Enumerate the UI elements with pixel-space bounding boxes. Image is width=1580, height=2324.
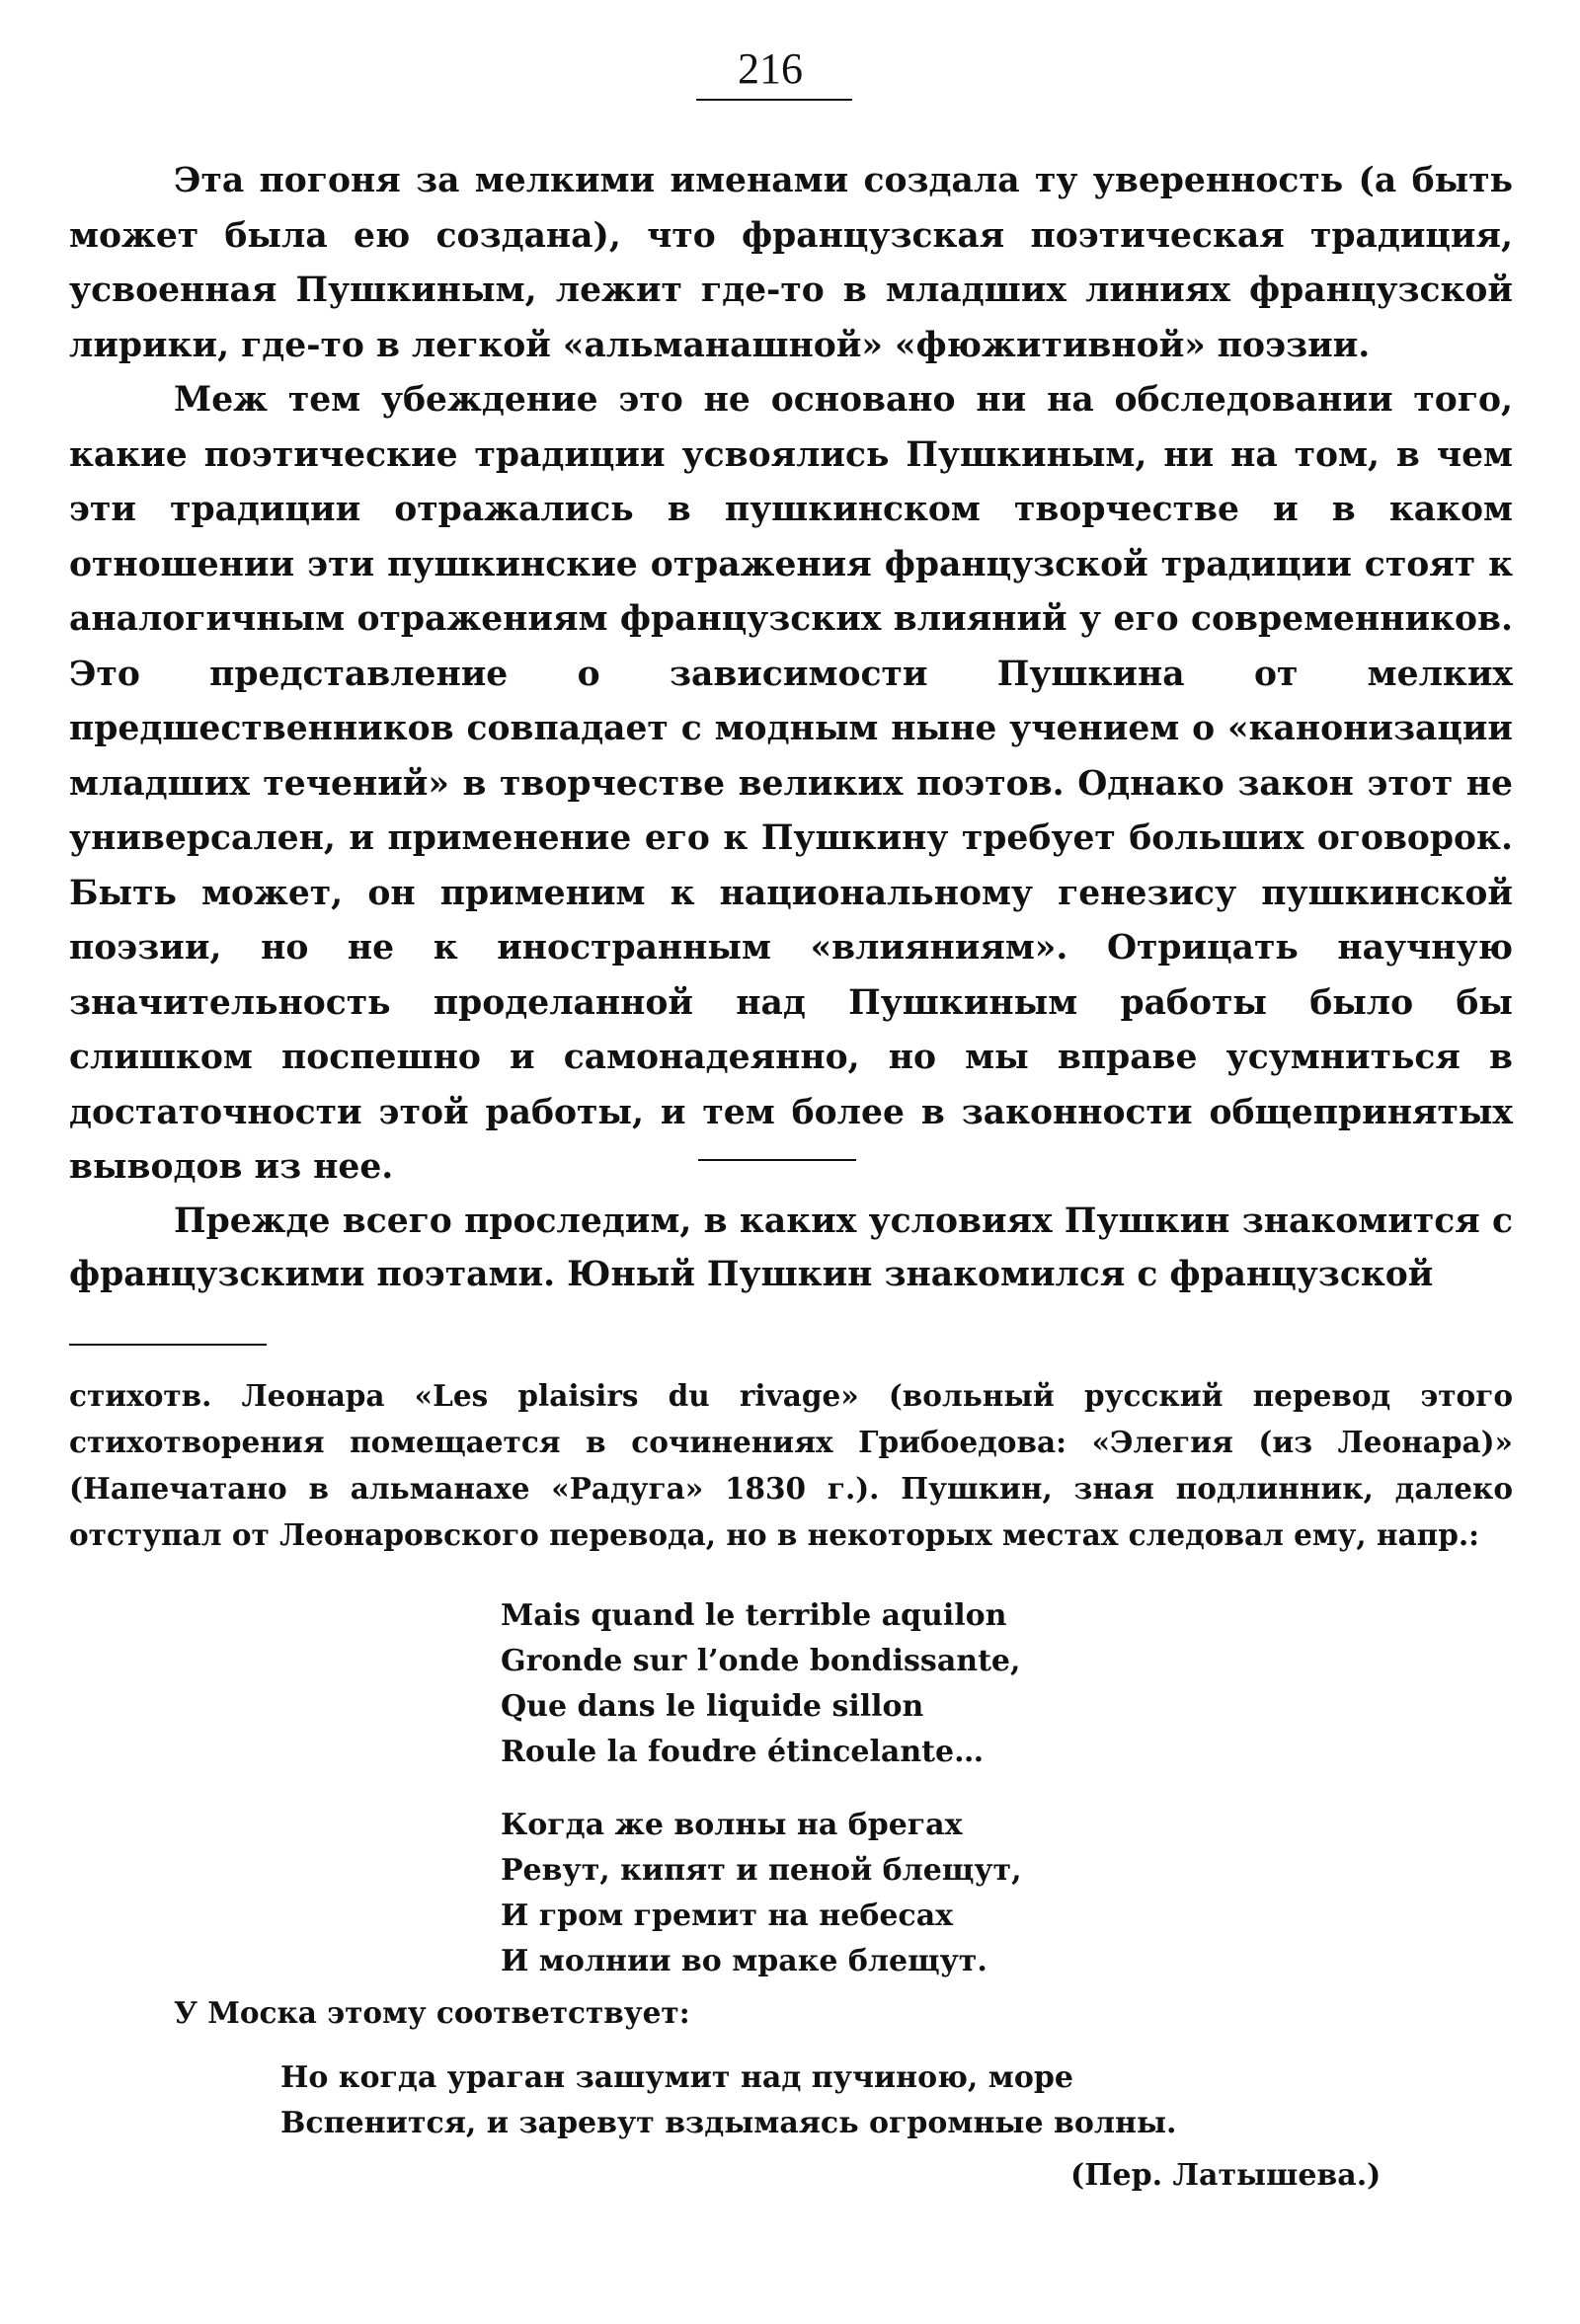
section-text bbox=[69, 1195, 1513, 1301]
verse-line: И молнии во мраке блещут. bbox=[501, 1944, 988, 1978]
french-verse bbox=[501, 1593, 1020, 1775]
verse-line: Que dans le liquide sillon bbox=[501, 1689, 924, 1724]
section-divider bbox=[698, 1159, 856, 1161]
body-paragraph: Меж тем убеждение это не основано ни на обследовании того, какие поэтические традиции усвоялись Пушкиным, ни на том, в чем эти традиции отражались в пушкинском творчестве и в каком отношении эти пушкинские отражения французской традиции стоят к аналогичным отражениям французских влияний у его современников. Это представление о зависимости Пушкина от мелких предшественников совпадает с модным ныне учением о «канонизации младших течений» в творчестве великих поэтов. Однако закон этот не универсален, и применение его к Пушкину требует больших оговорок. Быть может, он применим к национальному генезису пушкинской поэзии, но не к иностранным «влияниям». Отрицать научную значительность проделанной над Пушкиным работы было бы слишком поспешно и самонадеянно, но мы вправе усумниться в достаточности этой работы, и тем более в законности общепринятых выводов из нее. bbox=[69, 380, 1513, 1187]
footnote-divider bbox=[69, 1344, 267, 1346]
verse-line: Gronde sur l’onde bondissante, bbox=[501, 1644, 1021, 1678]
page-number-rule bbox=[696, 99, 852, 101]
body-paragraph: Эта погоня за мелкими именами создала ту уверенность (а быть может была ею создана), что французская поэтическая традиция, усвоенная Пушкиным, лежит где-то в младших линиях французской лирики, где-то в легкой «альманашной» «фюжитивной» поэзии. bbox=[69, 161, 1513, 365]
verse-line: Roule la foudre étincelante… bbox=[501, 1735, 985, 1769]
footnote bbox=[69, 1372, 1513, 1558]
russian-verse bbox=[501, 1803, 1022, 1984]
verse-line: Ревут, кипят и пеной блещут, bbox=[501, 1853, 1022, 1888]
translator-attribution: (Пер. Латышева.) bbox=[1070, 2158, 1382, 2193]
section-paragraph: Прежде всего проследим, в каких условиях Пушкин знакомится с французскими поэтами. Юный Пушкин знакомился с французской bbox=[69, 1201, 1513, 1294]
main-text bbox=[69, 154, 1513, 1196]
footnote-text: стихотв. Леонара «Les plaisirs du rivage» (вольный русский перевод этого стихотворения помещается в сочинениях Грибоедова: «Элегия (из Леонара)» (Напечатано в альманахе «Радуга» 1830 г.). Пушкин, зная подлинник, далеко отступал от Леонаровского перевода, но в некоторых местах следовал ему, напр.: bbox=[69, 1378, 1513, 1552]
mosch-intro: У Моска этому соответствует: bbox=[174, 1995, 690, 2030]
verse-line: Mais quand le terrible aquilon bbox=[501, 1598, 1007, 1633]
verse-line: Когда же волны на брегах bbox=[501, 1808, 963, 1842]
verse-line: Вспенится, и заревут вздымаясь огромные волны. bbox=[280, 2106, 1177, 2140]
verse-line: Но когда ураган зашумит над пучиною, море bbox=[280, 2060, 1073, 2095]
verse-line: И гром гремит на небесах bbox=[501, 1898, 954, 1933]
page-number: 216 bbox=[738, 44, 803, 93]
mosch-verse bbox=[280, 2055, 1177, 2146]
